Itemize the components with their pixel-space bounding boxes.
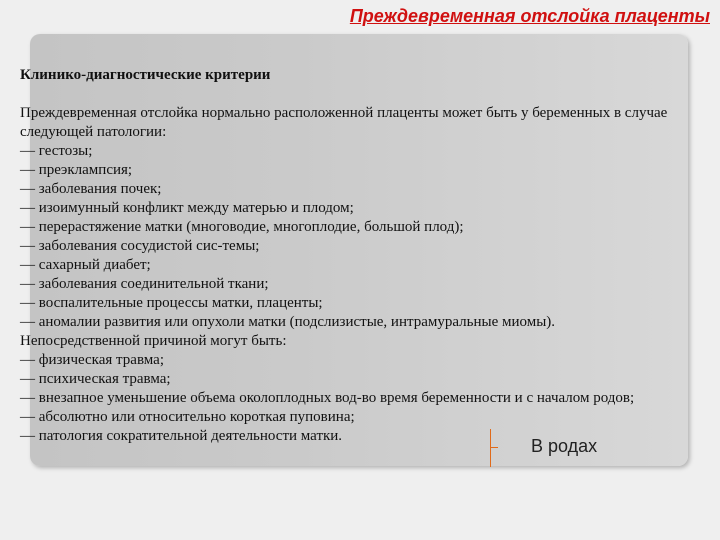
bracket-tick <box>490 447 498 448</box>
pathology-item: — заболевания сосудистой сис-темы; <box>20 238 260 254</box>
bracket-line <box>482 429 491 467</box>
pathology-item: — аномалии развития или опухоли матки (подслизистые, интрамуральные миомы). <box>20 314 556 330</box>
pathology-item: — заболевания почек; <box>20 181 162 197</box>
pathology-item: — преэклампсия; <box>20 162 133 178</box>
cause-item: — физическая травма; <box>20 352 164 368</box>
pathology-item: — гестозы; <box>20 143 93 159</box>
section-subtitle: Клинико-диагностические критерии <box>20 67 271 83</box>
bracket-note: В родах <box>531 436 598 456</box>
direct-cause-heading: Непосредственной причиной могут быть: <box>20 333 287 349</box>
cause-item: — патология сократительной деятельности матки. <box>20 428 343 444</box>
intro-text: Преждевременная отслойка нормально расположенной плаценты может быть у беременных в случае следующей патологии: <box>20 105 668 140</box>
pathology-item: — сахарный диабет; <box>20 257 151 273</box>
cause-item: — абсолютно или относительно короткая пуповина; <box>20 409 355 425</box>
pathology-item: — перерастяжение матки (многоводие, многоплодие, большой плод); <box>20 219 464 235</box>
slide-title: Преждевременная отслойка плаценты <box>349 6 710 26</box>
cause-item: — психическая травма; <box>20 371 171 387</box>
cause-item: — внезапное уменьшение объема околоплодных вод-во время беременности и с началом родов; <box>20 390 635 406</box>
pathology-item: — изоимунный конфликт между матерью и плодом; <box>20 200 354 216</box>
pathology-item: — заболевания соединительной ткани; <box>20 276 269 292</box>
pathology-item: — воспалительные процессы матки, плаценты; <box>20 295 323 311</box>
slide-content <box>20 66 700 446</box>
